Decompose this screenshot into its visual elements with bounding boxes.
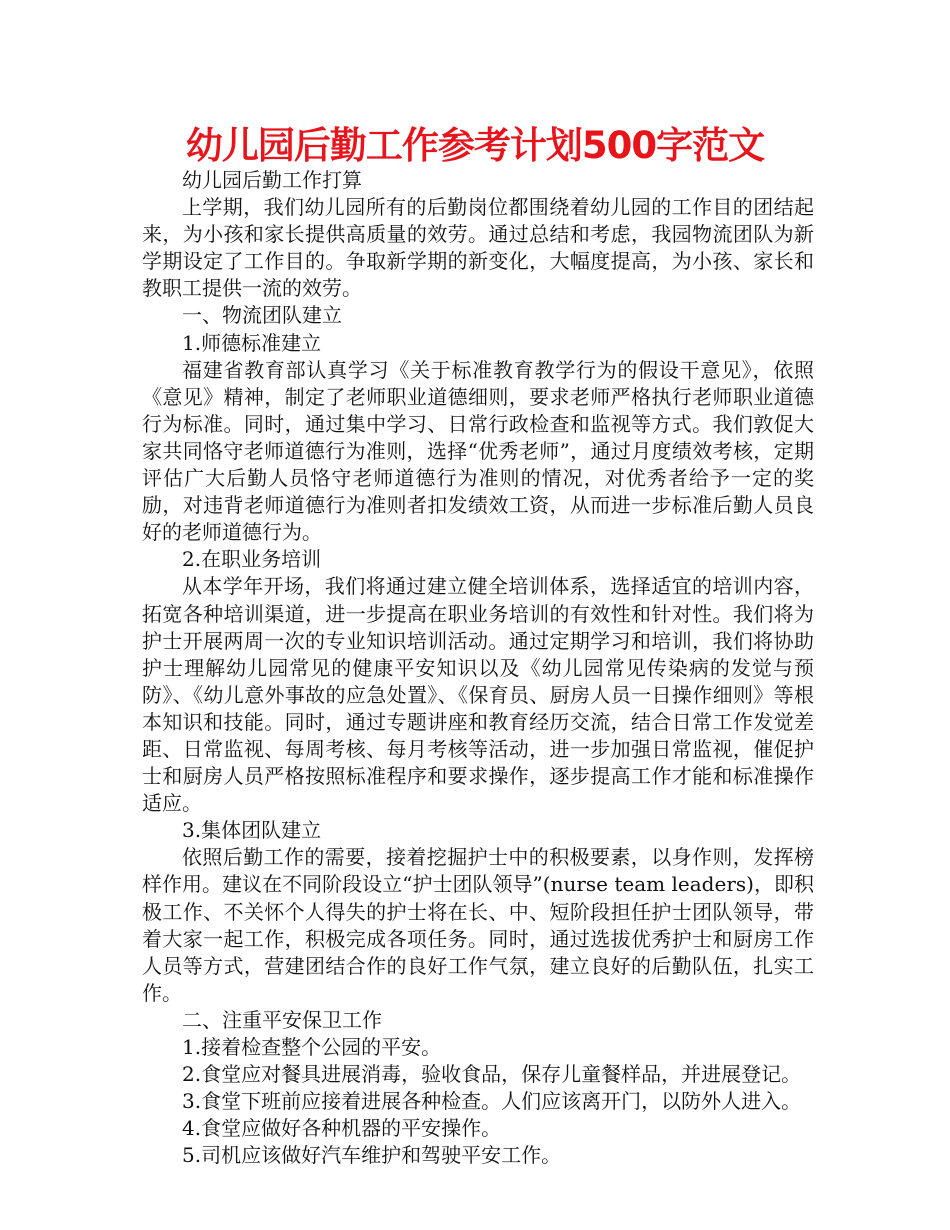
list-item: 1.接着检查整个公园的平安。 bbox=[182, 1035, 442, 1059]
body-paragraph: 从本学年开场，我们将通过建立健全培训体系，选择适宜的培训内容，拓宽各种培训渠道，进一步提高在职业务培训的有效性和针对性。我们将为护士开展两周一次的专业知识培训活动。通过定期学习和培训，我们将协助护士理解幼儿园常见的健康平安知识以及《幼儿园常见传染病的发觉与预防》、《幼儿意外事故的应急处置》、《保育员、厨房人员一日操作细则》等根本知识和技能。同时，通过专题讲座和教育经历交流，结合日常工作发觉差距、日常监视、每周考核、每月考核等活动，进一步加强日常监视，催促护士和厨房人员严格按照标准程序和要求操作，逐步提高工作才能和标准操作适应。 bbox=[142, 574, 814, 816]
section-heading-2: 二、注重平安保卫工作 bbox=[182, 1007, 382, 1032]
subsection-heading-1-1: 1.师德标准建立 bbox=[182, 330, 322, 355]
list-item: 3.食堂下班前应接着进展各种检查。人们应该离开门，以防外人进入。 bbox=[182, 1089, 802, 1114]
subtitle-paragraph: 幼儿园后勤工作打算 bbox=[182, 168, 362, 192]
list-item: 5.司机应该做好汽车维护和驾驶平安工作。 bbox=[182, 1143, 562, 1168]
subsection-heading-1-2: 2.在职业务培训 bbox=[182, 547, 322, 572]
document-body bbox=[142, 167, 814, 1169]
subsection-heading-1-3: 3.集体团队建立 bbox=[182, 818, 322, 843]
intro-paragraph: 上学期，我们幼儿园所有的后勤岗位都围绕着幼儿园的工作目的团结起来，为小孩和家长提供高质量的效劳。通过总结和考虑，我园物流团队为新学期设定了工作目的。争取新学期的新变化，大幅度提高，为小孩、家长和教职工提供一流的效劳。 bbox=[142, 195, 814, 301]
section-heading-1: 一、物流团队建立 bbox=[182, 303, 342, 328]
body-paragraph: 依照后勤工作的需要，接着挖掘护士中的积极要素，以身作则，发挥榜样作用。建议在不同阶段设立“护士团队领导”(nurse team leaders)，即积极工作、不关怀个人得失的护士将在长、中、短阶段担任护士团队领导，带着大家一起工作，积极完成各项任务。同时，通过选拔优秀护士和厨房工作人员等方式，营建团结合作的良好工作气氛，建立良好的后勤队伍，扎实工作。 bbox=[142, 845, 814, 1005]
list-item: 4.食堂应做好各种机器的平安操作。 bbox=[182, 1116, 502, 1141]
document-title: 幼儿园后勤工作参考计划500字范文 bbox=[185, 124, 765, 167]
list-item: 2.食堂应对餐具进展消毒，验收食品，保存儿童餐样品，并进展登记。 bbox=[182, 1062, 802, 1087]
body-paragraph: 福建省教育部认真学习《关于标准教育教学行为的假设干意见》，依照《意见》精神，制定了老师职业道德细则，要求老师严格执行老师职业道德行为标准。同时，通过集中学习、日常行政检查和监视等方式。我们敦促大家共同恪守老师道德行为准则，选择“优秀老师”，通过月度绩效考核，定期评估广大后勤人员恪守老师道德行为准则的情况，对优秀者给予一定的奖励，对违背老师道德行为准则者扣发绩效工资，从而进一步标准后勤人员良好的老师道德行为。 bbox=[142, 357, 814, 545]
